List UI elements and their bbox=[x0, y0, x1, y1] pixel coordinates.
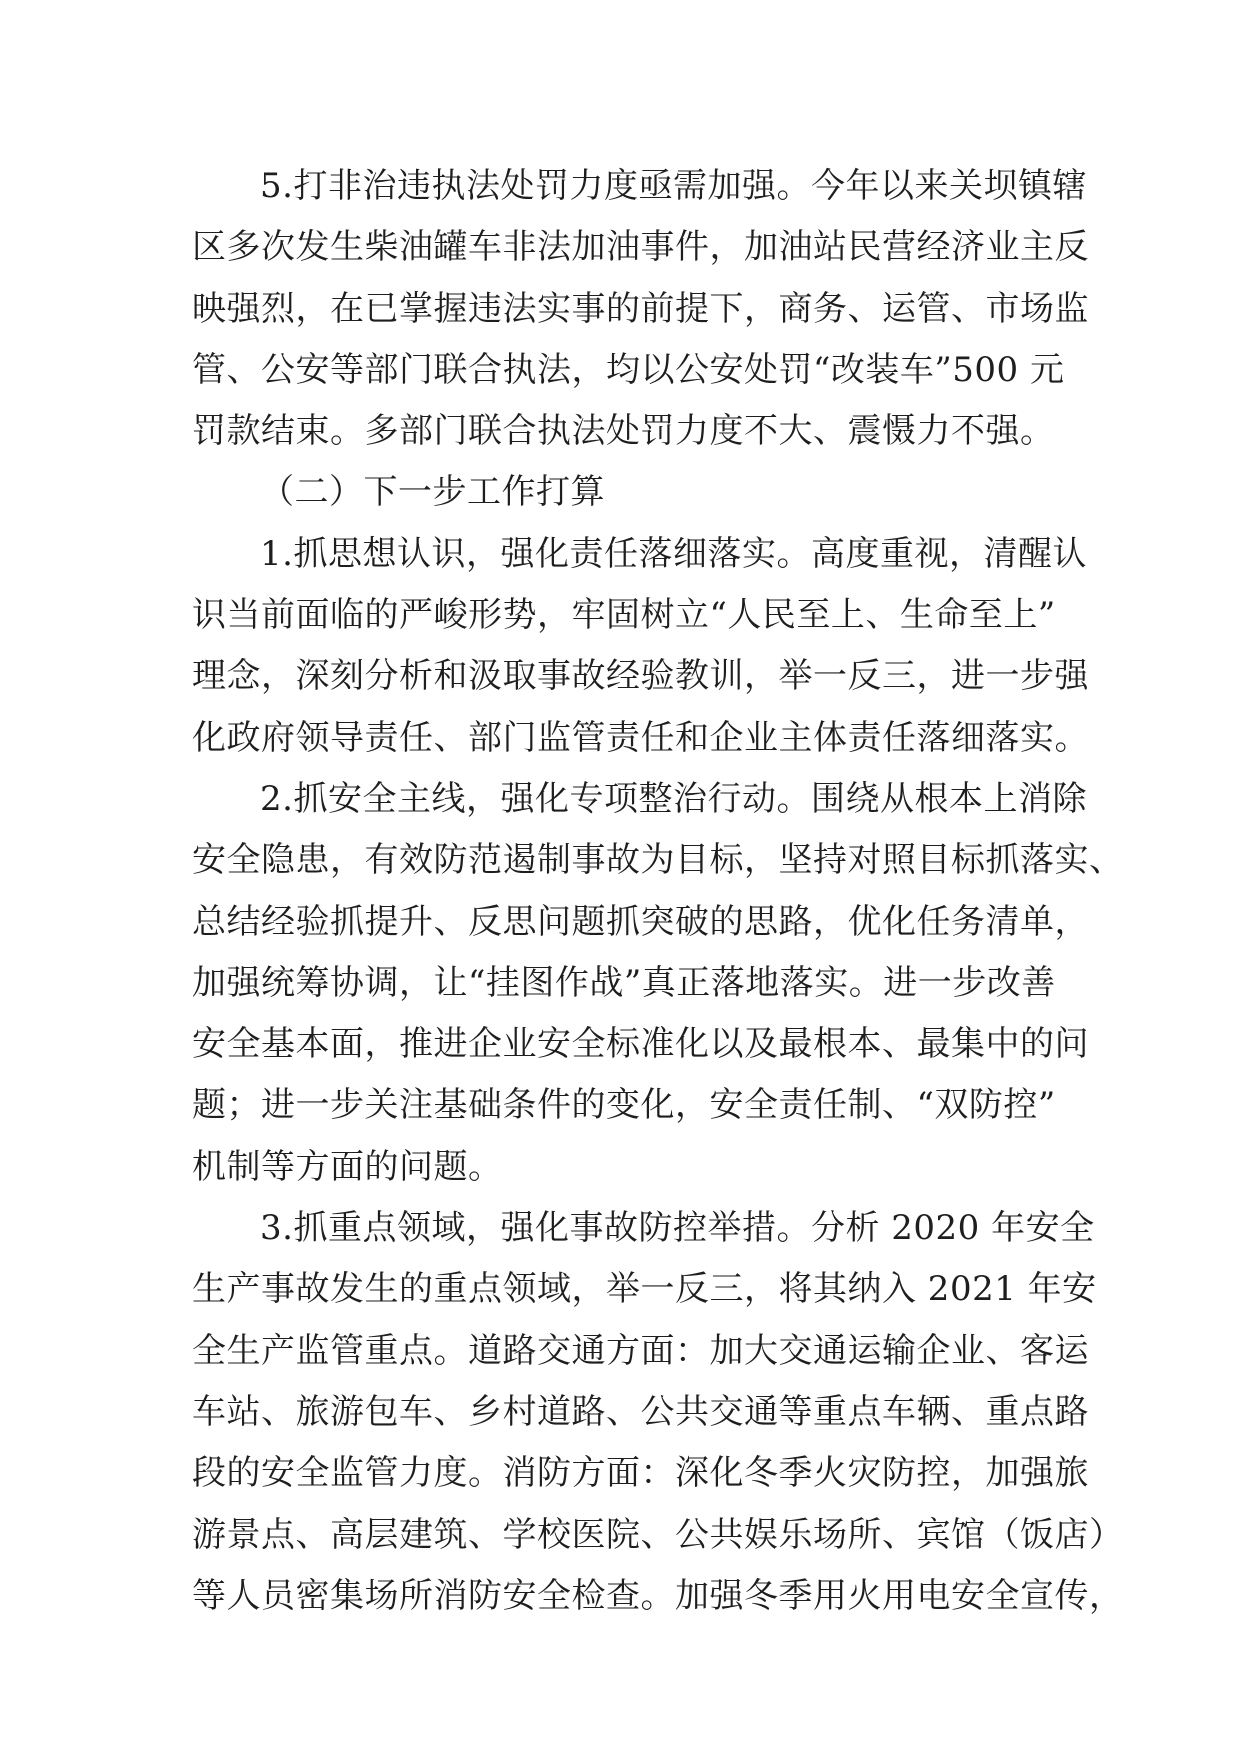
item-1-line-4: 化政府领导责任、部门监管责任和企业主体责任落细落实。 bbox=[192, 717, 1089, 758]
paragraph-5-line-2: 区多次发生柴油罐车非法加油事件，加油站民营经济业主反 bbox=[192, 227, 1089, 268]
item-2-line-2: 安全隐患，有效防范遏制事故为目标，坚持对照目标抓落实、 bbox=[192, 840, 1124, 881]
paragraph-5-line-4: 管、公安等部门联合执法，均以公安处罚“改装车”500 元 bbox=[192, 349, 1065, 390]
paragraph-5-line-1: 5.打非治违执法处罚力度亟需加强。今年以来关坝镇辖 bbox=[260, 166, 1087, 206]
item-3-line-3: 全生产监管重点。道路交通方面：加大交通运输企业、客运 bbox=[192, 1330, 1089, 1371]
item-2-line-6: 题；进一步关注基础条件的变化，安全责任制、“双防控” bbox=[192, 1085, 1056, 1126]
item-3-line-5: 段的安全监管力度。消防方面：深化冬季火灾防控，加强旅 bbox=[192, 1453, 1089, 1494]
item-2-line-5: 安全基本面，推进企业安全标准化以及最根本、最集中的问 bbox=[192, 1024, 1089, 1065]
item-2-line-7: 机制等方面的问题。 bbox=[192, 1146, 503, 1187]
item-2-line-4: 加强统筹协调，让“挂图作战”真正落地落实。进一步改善 bbox=[192, 962, 1056, 1003]
item-3-line-1: 3.抓重点领域，强化事故防控举措。分析 2020 年安全 bbox=[260, 1208, 1095, 1249]
item-1-line-1: 1.抓思想认识，强化责任落细落实。高度重视，清醒认 bbox=[260, 533, 1087, 574]
paragraph-5-line-3: 映强烈，在已掌握违法实事的前提下，商务、运管、市场监 bbox=[192, 288, 1089, 329]
item-3-line-6: 游景点、高层建筑、学校医院、公共娱乐场所、宾馆（饭店） bbox=[192, 1514, 1124, 1555]
item-1-line-2: 识当前面临的严峻形势，牢固树立“人民至上、生命至上” bbox=[192, 595, 1056, 636]
item-3-line-7: 等人员密集场所消防安全检查。加强冬季用火用电安全宣传， bbox=[192, 1575, 1124, 1616]
paragraph-5-line-5: 罚款结束。多部门联合执法处罚力度不大、震慑力不强。 bbox=[192, 411, 1055, 452]
item-3-line-2: 生产事故发生的重点领域，举一反三，将其纳入 2021 年安 bbox=[192, 1269, 1097, 1310]
item-2-line-3: 总结经验抓提升、反思问题抓突破的思路，优化任务清单， bbox=[192, 901, 1089, 942]
body-text bbox=[192, 156, 1124, 1627]
section-heading: （二）下一步工作打算 bbox=[260, 472, 605, 513]
item-2-line-1: 2.抓安全主线，强化专项整治行动。围绕从根本上消除 bbox=[260, 778, 1087, 819]
item-3-line-4: 车站、旅游包车、乡村道路、公共交通等重点车辆、重点路 bbox=[192, 1391, 1089, 1432]
item-1-line-3: 理念，深刻分析和汲取事故经验教训，举一反三，进一步强 bbox=[192, 656, 1089, 697]
